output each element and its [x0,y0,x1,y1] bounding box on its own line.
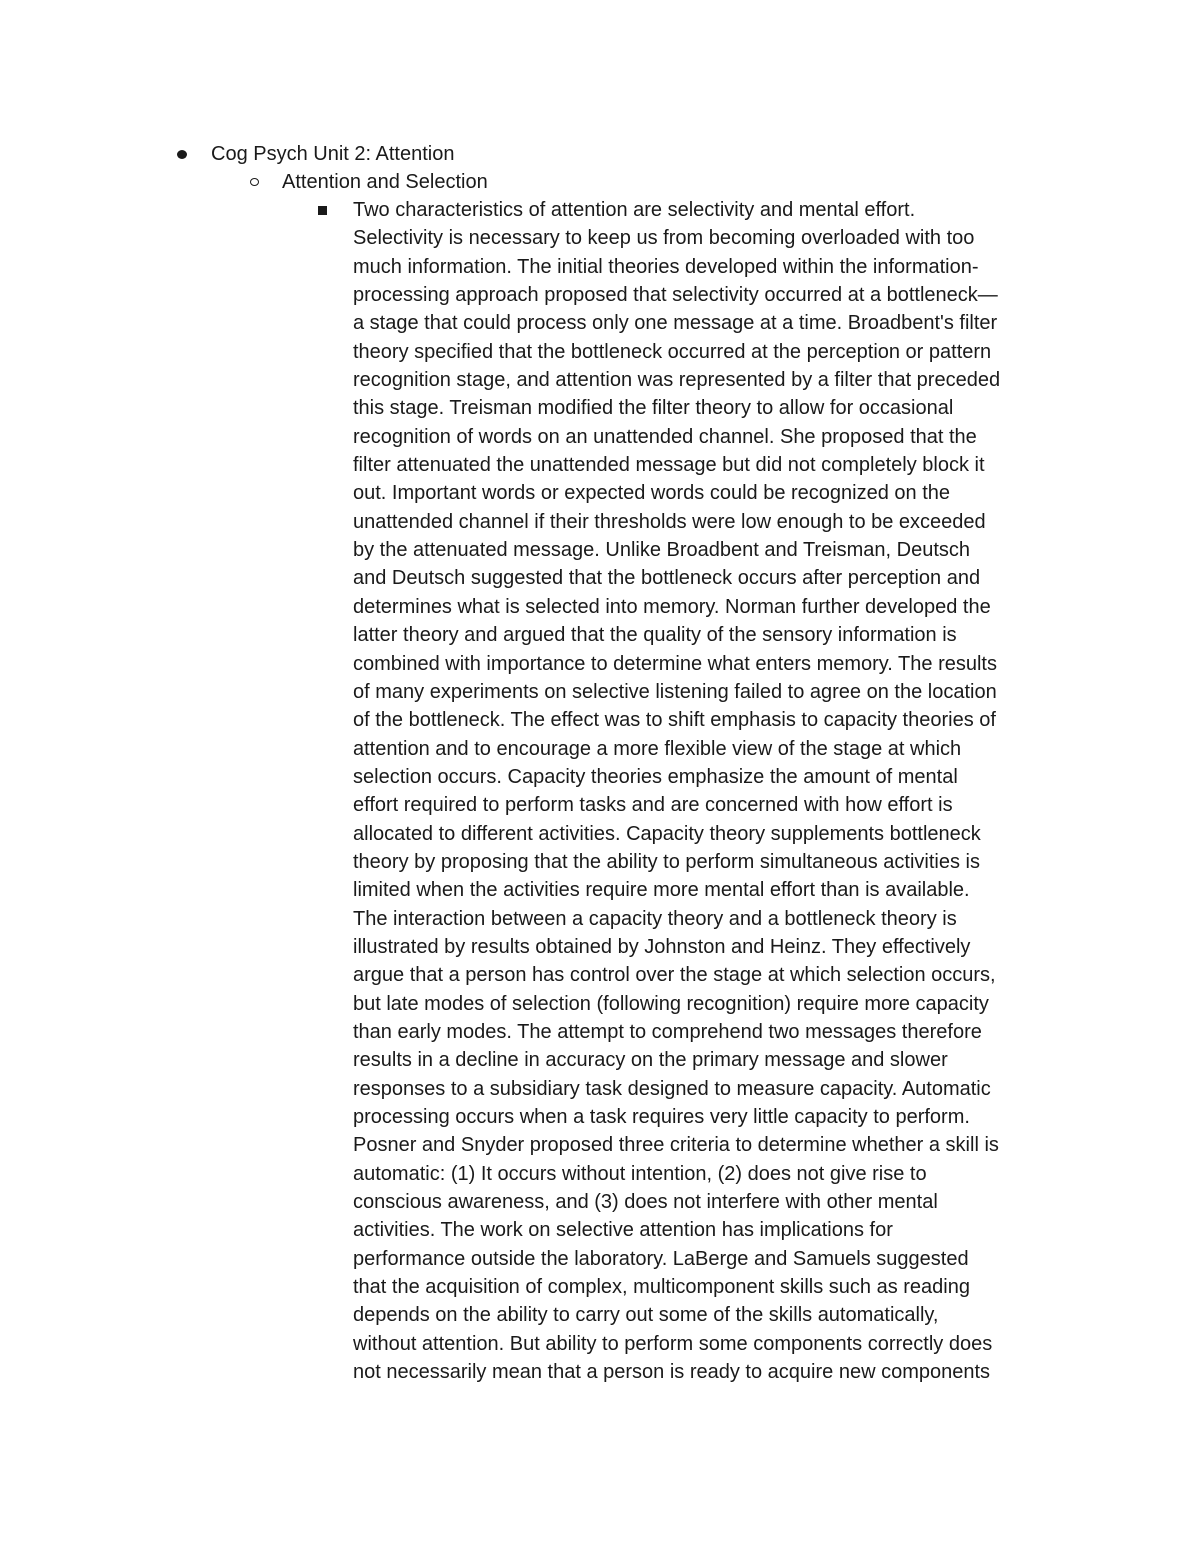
paragraph-line: effort required to perform tasks and are concerned with how effort is [353,794,953,817]
paragraph-line: depends on the ability to carry out some of the skills automatically, [353,1304,939,1327]
paragraph-line: than early modes. The attempt to comprehend two messages therefore [353,1020,982,1043]
paragraph-line: The interaction between a capacity theory and a bottleneck theory is [353,907,957,930]
paragraph-line: selection occurs. Capacity theories emphasize the amount of mental [353,765,958,788]
paragraph-line: Posner and Snyder proposed three criteria to determine whether a skill is [353,1134,999,1157]
paragraph-line: Two characteristics of attention are selectivity and mental effort. [353,199,916,221]
paragraph-line: conscious awareness, and (3) does not interfere with other mental [353,1191,938,1214]
outline-item-section-title: Attention and Selection [282,170,488,193]
paragraph-line: recognition of words on an unattended channel. She proposed that the [353,425,977,448]
paragraph-line: performance outside the laboratory. LaBerge and Samuels suggested [353,1247,969,1270]
paragraph-line: determines what is selected into memory. Norman further developed the [353,595,991,618]
paragraph-line: without attention. But ability to perform some components correctly does [353,1332,993,1355]
paragraph-line: unattended channel if their thresholds were low enough to be exceeded [353,510,986,533]
paragraph-line: theory by proposing that the ability to perform simultaneous activities is [353,850,980,873]
paragraph-line: limited when the activities require more mental effort than is available. [353,879,970,902]
disc-bullet-icon [177,150,187,159]
paragraph-line: attention and to encourage a more flexible view of the stage at which [353,737,962,760]
paragraph-line: illustrated by results obtained by Johnston and Heinz. They effectively [353,935,971,958]
paragraph-line: that the acquisition of complex, multicomponent skills such as reading [353,1276,970,1299]
paragraph-line: Selectivity is necessary to keep us from becoming overloaded with too [353,227,975,250]
outline-item-summary-paragraph [353,196,1065,1386]
paragraph-line: combined with importance to determine what enters memory. The results [353,652,997,675]
paragraph-line: allocated to different activities. Capacity theory supplements bottleneck [353,822,981,845]
circle-bullet-icon [250,178,259,186]
paragraph-line: of the bottleneck. The effect was to shift emphasis to capacity theories of [353,709,996,732]
paragraph-line: out. Important words or expected words could be recognized on the [353,482,951,505]
paragraph-line: of many experiments on selective listening failed to agree on the location [353,680,997,703]
paragraph-line: processing occurs when a task requires very little capacity to perform. [353,1106,970,1128]
paragraph-line: argue that a person has control over the stage at which selection occurs, [353,964,996,987]
paragraph-line: a stage that could process only one message at a time. Broadbent's filter [353,312,998,335]
paragraph-line: theory specified that the bottleneck occurred at the perception or pattern [353,340,992,363]
paragraph-line: responses to a subsidiary task designed to measure capacity. Automatic [353,1077,991,1100]
paragraph-line: much information. The initial theories developed within the information- [353,255,979,278]
outline-item-unit-title: Cog Psych Unit 2: Attention [211,142,455,165]
paragraph-line: processing approach proposed that selectivity occurred at a bottleneck— [353,284,998,307]
paragraph-line: activities. The work on selective attention has implications for [353,1219,893,1242]
paragraph-line: but late modes of selection (following recognition) require more capacity [353,992,989,1015]
paragraph-line: not necessarily mean that a person is ready to acquire new components [353,1361,991,1384]
paragraph-line: latter theory and argued that the quality of the sensory information is [353,624,957,647]
paragraph-line: filter attenuated the unattended message but did not completely block it [353,454,985,477]
paragraph-line: results in a decline in accuracy on the primary message and slower [353,1049,948,1072]
square-bullet-icon [318,206,327,215]
paragraph-line: by the attenuated message. Unlike Broadbent and Treisman, Deutsch [353,539,971,562]
paragraph-line: this stage. Treisman modified the filter theory to allow for occasional [353,397,954,420]
paragraph-line: recognition stage, and attention was represented by a filter that preceded [353,369,1001,392]
paragraph-line: automatic: (1) It occurs without intention, (2) does not give rise to [353,1162,927,1185]
paragraph-line: and Deutsch suggested that the bottleneck occurs after perception and [353,567,981,590]
